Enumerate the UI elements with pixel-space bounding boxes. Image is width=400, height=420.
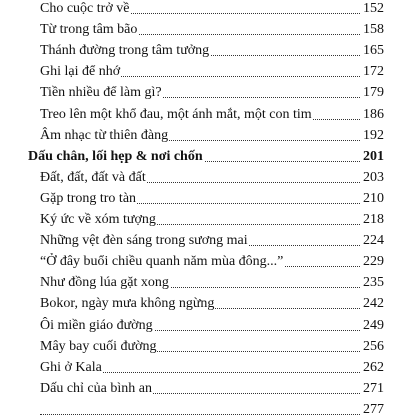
toc-entry bbox=[0, 399, 400, 420]
toc-entry bbox=[0, 272, 400, 293]
toc-entry bbox=[0, 315, 400, 336]
toc-entry-page-number: 235 bbox=[361, 272, 384, 293]
toc-entry-title: Treo lên một khổ đau, một ánh mắt, một con tim bbox=[40, 104, 313, 125]
toc-entry-title: Ký ức về xóm tượng bbox=[40, 209, 157, 230]
toc-entry-title: Dấu chân, lối hẹp & nơi chốn bbox=[28, 146, 204, 167]
toc-entry-page-number: 277 bbox=[361, 399, 384, 420]
toc-entry-page-number: 249 bbox=[361, 315, 384, 336]
toc-entry-title: Bokor, ngày mưa không ngừng bbox=[40, 293, 215, 314]
toc-entry-page-number: 186 bbox=[361, 104, 384, 125]
toc-entry-page-number: 192 bbox=[361, 125, 384, 146]
toc-entry bbox=[0, 188, 400, 209]
toc-entry bbox=[0, 82, 400, 103]
toc-entry bbox=[0, 0, 400, 19]
toc-entry bbox=[0, 378, 400, 399]
toc-entry-page-number: 172 bbox=[361, 61, 384, 82]
toc-entry-page-number: 224 bbox=[361, 230, 384, 251]
toc-entry-page-number: 271 bbox=[361, 378, 384, 399]
toc-entry-title: “Ở đây buổi chiều quanh năm mùa đông...” bbox=[40, 251, 284, 272]
toc-entry-page-number: 179 bbox=[361, 82, 384, 103]
toc-entry-title: Ghi ở Kala bbox=[40, 357, 103, 378]
toc-entry bbox=[0, 293, 400, 314]
toc-entry bbox=[0, 230, 400, 251]
toc-entry-page-number: 210 bbox=[361, 188, 384, 209]
toc-entry bbox=[0, 357, 400, 378]
toc-entry-title: Từ trong tâm bão bbox=[40, 19, 138, 40]
toc-entry-title: Đất, đất, đất và đất bbox=[40, 167, 147, 188]
toc-entry bbox=[0, 104, 400, 125]
toc-entry-page-number: 203 bbox=[361, 167, 384, 188]
toc-entry-page-number: 201 bbox=[361, 146, 384, 167]
toc-entry bbox=[0, 209, 400, 230]
toc-entry-page-number: 218 bbox=[361, 209, 384, 230]
toc-entry-title: Dấu chỉ của bình an bbox=[40, 378, 153, 399]
toc-entry-title: Ôi miền giáo đường bbox=[40, 315, 154, 336]
toc-entry bbox=[0, 61, 400, 82]
toc-entry-title: Những vệt đèn sáng trong sương mai bbox=[40, 230, 249, 251]
toc-entry-title: Thánh đường trong tâm tưởng bbox=[40, 40, 210, 61]
toc-entry-title: Tiền nhiều để làm gì? bbox=[40, 82, 163, 103]
toc-entry-page-number: 158 bbox=[361, 19, 384, 40]
toc-entry bbox=[0, 125, 400, 146]
toc-entry-title: Ghi lại để nhớ bbox=[40, 61, 121, 82]
toc-section-entry bbox=[0, 146, 400, 167]
toc-entry-page-number: 165 bbox=[361, 40, 384, 61]
toc-entry-page-number: 256 bbox=[361, 336, 384, 357]
toc-entry bbox=[0, 251, 400, 272]
toc-entry-title: Như đồng lúa gặt xong bbox=[40, 272, 170, 293]
toc-entry-page-number: 242 bbox=[361, 293, 384, 314]
toc-entry-title: Cho cuộc trở về bbox=[40, 0, 130, 19]
toc-entry-title: Gặp trong tro tàn bbox=[40, 188, 137, 209]
toc-entry-page-number: 262 bbox=[361, 357, 384, 378]
toc-entry bbox=[0, 167, 400, 188]
toc-entry-page-number: 152 bbox=[361, 0, 384, 19]
toc-entry bbox=[0, 19, 400, 40]
toc-entry bbox=[0, 40, 400, 61]
toc-entry-page-number: 229 bbox=[361, 251, 384, 272]
toc-entry bbox=[0, 336, 400, 357]
toc-entry-title: Mây bay cuối đường bbox=[40, 336, 157, 357]
dot-leader bbox=[40, 414, 366, 415]
toc-entry-title: Âm nhạc từ thiên đàng bbox=[40, 125, 169, 146]
